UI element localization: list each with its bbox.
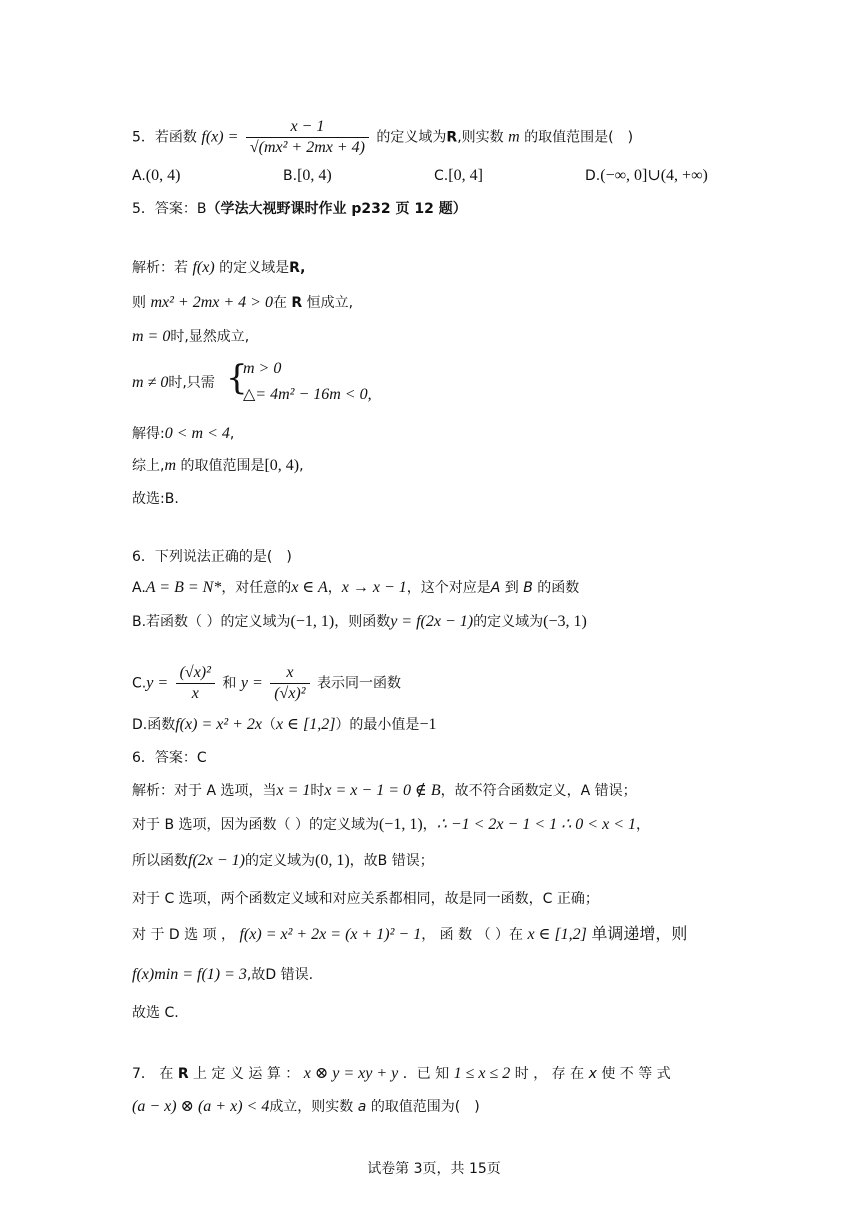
- q6-analysis-line-3: 所以函数f(2x − 1)的定义域为(0, 1)，故B 错误；: [132, 852, 434, 869]
- q6-fraction-1: $\frac{\text{(√x)²}}{x}$: [176, 663, 215, 704]
- q5-analysis-line-7: 故选:B.: [132, 491, 179, 507]
- q5-answer: 5．答案：B（学法大视野课时作业 p232 页 12 题）: [132, 201, 467, 217]
- q6-analysis-line-4: 对于 C 选项，两个函数定义域和对应关系都相同，故是同一函数，C 正确；: [132, 891, 599, 907]
- q5-option-c: C.[0, 4]: [434, 167, 483, 184]
- q7-stem-line-1: 7． 在 R 上 定 义 运 算 ： x ⊗ y = xy + y ．已 知 1 ≤ x ≤ 2 时 ， 存 在 x 使 不 等 式: [132, 1065, 671, 1082]
- q6-option-c: C.y = $\frac{\text{(√x)²}}{x}$ 和 y = $\frac{x}{\text{(√x)²}}$ 表示同一函数: [132, 664, 401, 702]
- q5-analysis-line-6: 综上,m 的取值范围是[0, 4),: [132, 457, 304, 474]
- q6-answer: 6．答案：C: [132, 750, 207, 766]
- q6-option-a: A.A = B = N*，对任意的x ∈ A，x → x − 1，这个对应是A 到 B 的函数: [132, 579, 580, 596]
- q5-analysis-line-2: 则 mx² + 2mx + 4 > 0在 R 恒成立,: [132, 294, 354, 311]
- q5-analysis-line-5: 解得:0 < m < 4,: [132, 425, 235, 442]
- q7-stem-line-2: (a − x) ⊗ (a + x) < 4成立，则实数 a 的取值范围为( ): [132, 1098, 480, 1115]
- q6-option-b: B.若函数（ ）的定义域为(−1, 1)，则函数y = f(2x − 1)的定义域为(−3, 1): [132, 613, 587, 630]
- q5-option-d: D.(−∞, 0]∪(4, +∞): [585, 167, 708, 184]
- system-brace: {: [226, 358, 248, 398]
- q5-option-b: B.[0, 4): [283, 167, 332, 184]
- q5-analysis-line-4: m ≠ 0时,只需: [132, 374, 215, 391]
- q5-condition-2: △= 4m² − 16m < 0,: [243, 386, 372, 403]
- q6-analysis-line-2: 对于 B 选项，因为函数（ ）的定义域为(−1, 1)，∴ −1 < 2x − 1 < 1 ∴ 0 < x < 1，: [132, 816, 650, 833]
- q6-option-d: D.函数f(x) = x² + 2x（x ∈ [1,2]）的最小值是−1: [132, 716, 437, 733]
- q5-condition-1: m > 0: [243, 360, 282, 377]
- q6-analysis-line-1: 解析：对于 A 选项，当x = 1时x = x − 1 = 0 ∉ B，故不符合函数定义，A 错误；: [132, 782, 637, 799]
- q6-analysis-line-7: 故选 C.: [132, 1005, 179, 1021]
- q5-stem: 5．若函数 f(x) = $\frac{x - 1}{\text{√(mx² + 2mx + 4)}}$ 的定义域为R,则实数 m 的取值范围是( ): [132, 118, 634, 156]
- q6-fraction-2: $\frac{x}{\text{(√x)²}}$: [270, 663, 309, 704]
- q5-analysis-line-1: 解析：若 f(x) 的定义域是R,: [132, 259, 306, 276]
- q6-analysis-line-5: 对 于 D 选 项 ， f(x) = x² + 2x = (x + 1)² − 1， 函 数 （ ）在 x ∈ [1,2] 单调递增，则: [132, 924, 688, 943]
- q6-stem: 6．下列说法正确的是( ): [132, 549, 292, 565]
- q5-option-a: A.(0, 4): [132, 167, 181, 184]
- q5-analysis-line-3: m = 0时,显然成立,: [132, 328, 250, 345]
- q5-fraction: $\frac{x - 1}{\text{√(mx² + 2mx + 4)}}$: [246, 117, 369, 158]
- q6-analysis-line-6: f(x)min = f(1) = 3,故D 错误.: [132, 966, 314, 983]
- page-footer: 试卷第 3页，共 15页: [367, 1161, 501, 1177]
